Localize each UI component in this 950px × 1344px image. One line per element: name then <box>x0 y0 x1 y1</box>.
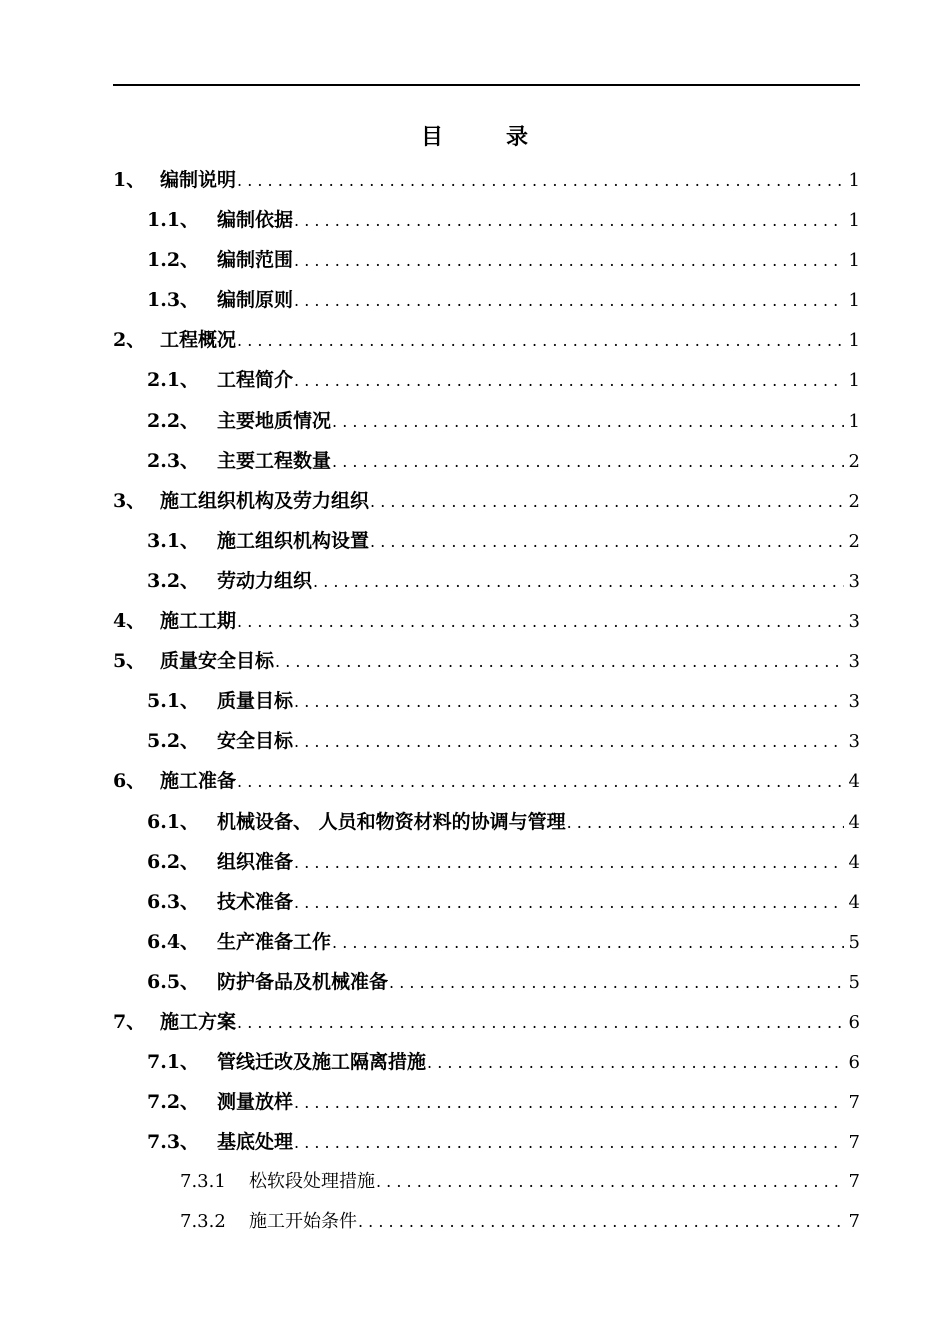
toc-entry[interactable] <box>113 1202 860 1242</box>
toc-entry-title: 施工方案 <box>160 1010 237 1033</box>
toc-entry-page: 6 <box>848 1052 860 1074</box>
header-rule <box>113 84 860 86</box>
toc-entry-page: 1 <box>848 290 860 312</box>
dot-leader <box>567 803 844 843</box>
toc-entry-title: 质量目标 <box>217 690 294 713</box>
toc-entry-number: 2.2、 <box>147 409 200 432</box>
toc-entry-title: 机械设备、 人员和物资材料的协调与管理 <box>217 810 566 833</box>
toc-entry-number: 5.2、 <box>147 730 200 753</box>
toc-entry[interactable] <box>113 240 860 280</box>
toc-entry[interactable] <box>113 200 860 240</box>
dot-leader <box>237 602 844 642</box>
dot-leader <box>332 442 844 482</box>
toc-entry-title: 防护备品及机械准备 <box>217 970 389 993</box>
dot-leader <box>358 1202 844 1242</box>
toc-entry-title: 施工工期 <box>160 610 237 633</box>
toc-entry-page: 7 <box>848 1211 860 1233</box>
dot-leader <box>294 361 844 401</box>
toc-entry-number: 2.3、 <box>147 449 200 472</box>
toc-entry-number: 2、 <box>113 329 146 352</box>
toc-entry[interactable] <box>113 882 860 922</box>
dot-leader <box>237 1003 844 1043</box>
toc-entry-page: 5 <box>848 971 860 993</box>
toc-entry[interactable] <box>113 1042 860 1082</box>
toc-entry-title: 松软段处理措施 <box>249 1171 375 1193</box>
toc-entry-page: 7 <box>848 1132 860 1154</box>
table-of-contents <box>113 160 860 1243</box>
toc-entry-page: 4 <box>848 891 860 913</box>
toc-entry-number: 3.1、 <box>147 529 200 552</box>
toc-entry[interactable] <box>113 521 860 561</box>
toc-entry-page: 3 <box>848 731 860 753</box>
toc-entry-number: 6.1、 <box>147 810 200 833</box>
dot-leader <box>294 281 844 321</box>
toc-entry[interactable] <box>113 280 860 320</box>
toc-entry-title: 主要地质情况 <box>217 409 332 432</box>
toc-entry-page: 1 <box>848 330 860 352</box>
dot-leader <box>294 883 844 923</box>
toc-entry-number: 7.3.1 <box>180 1171 226 1193</box>
toc-entry-page: 1 <box>848 370 860 392</box>
toc-entry[interactable] <box>113 681 860 721</box>
toc-entry[interactable] <box>113 1162 860 1202</box>
toc-entry[interactable] <box>113 721 860 761</box>
toc-entry-number: 7.3.2 <box>180 1211 226 1233</box>
toc-entry-page: 3 <box>848 691 860 713</box>
toc-entry-title: 施工组织机构设置 <box>217 529 370 552</box>
toc-entry[interactable] <box>113 842 860 882</box>
dot-leader <box>237 161 844 201</box>
toc-entry-title: 生产准备工作 <box>217 930 332 953</box>
dot-leader <box>294 722 844 762</box>
toc-entry-page: 7 <box>848 1171 860 1193</box>
toc-entry-number: 7.3、 <box>147 1131 200 1154</box>
toc-entry-number: 3、 <box>113 489 146 512</box>
dot-leader <box>370 482 844 522</box>
toc-entry[interactable] <box>113 160 860 200</box>
toc-entry-page: 1 <box>848 410 860 432</box>
toc-entry-page: 4 <box>848 771 860 793</box>
toc-entry-number: 5、 <box>113 650 146 673</box>
dot-leader <box>313 562 844 602</box>
toc-entry-number: 1.3、 <box>147 289 200 312</box>
toc-entry-page: 1 <box>848 170 860 191</box>
toc-entry-number: 7.2、 <box>147 1091 200 1114</box>
toc-entry[interactable] <box>113 561 860 601</box>
toc-entry-title: 编制说明 <box>160 169 237 191</box>
toc-entry-number: 5.1、 <box>147 690 200 713</box>
toc-entry-page: 6 <box>848 1011 860 1033</box>
toc-entry-page: 3 <box>848 570 860 592</box>
toc-entry[interactable] <box>113 802 860 842</box>
toc-title <box>0 120 950 151</box>
dot-leader <box>294 1083 844 1123</box>
toc-entry-page: 4 <box>848 851 860 873</box>
dot-leader <box>294 201 844 241</box>
toc-entry-title: 测量放样 <box>217 1091 294 1114</box>
toc-entry-title: 质量安全目标 <box>160 650 275 673</box>
toc-entry-number: 1、 <box>113 169 146 191</box>
toc-entry-title: 编制原则 <box>217 289 294 312</box>
toc-entry-page: 1 <box>848 210 860 232</box>
dot-leader <box>294 843 844 883</box>
toc-entry-title: 技术准备 <box>217 890 294 913</box>
dot-leader <box>294 1123 844 1163</box>
toc-entry-title: 工程概况 <box>160 329 237 352</box>
toc-entry[interactable] <box>113 401 860 441</box>
toc-entry-title: 管线迁改及施工隔离措施 <box>217 1051 427 1074</box>
dot-leader <box>237 321 844 361</box>
toc-entry-number: 7.1、 <box>147 1051 200 1074</box>
toc-entry-number: 6、 <box>113 770 146 793</box>
dot-leader <box>376 1162 844 1202</box>
dot-leader <box>275 642 844 682</box>
toc-entry-number: 3.2、 <box>147 569 200 592</box>
toc-entry-page: 2 <box>848 450 860 472</box>
toc-entry-title: 主要工程数量 <box>217 449 332 472</box>
toc-entry-page: 1 <box>848 250 860 272</box>
toc-entry[interactable] <box>113 761 860 801</box>
dot-leader <box>332 923 844 963</box>
toc-entry[interactable] <box>113 1122 860 1162</box>
toc-entry[interactable] <box>113 922 860 962</box>
toc-entry[interactable] <box>113 962 860 1002</box>
toc-entry-number: 4、 <box>113 610 146 633</box>
toc-entry-title: 编制范围 <box>217 249 294 272</box>
toc-entry-title: 施工准备 <box>160 770 237 793</box>
toc-entry-number: 6.4、 <box>147 930 200 953</box>
toc-entry-title: 编制依据 <box>217 209 294 232</box>
toc-entry-number: 6.5、 <box>147 970 200 993</box>
toc-entry[interactable] <box>113 601 860 641</box>
toc-entry[interactable] <box>113 1002 860 1042</box>
toc-entry[interactable] <box>113 441 860 481</box>
dot-leader <box>332 402 844 442</box>
toc-entry-number: 6.2、 <box>147 850 200 873</box>
toc-entry-title: 组织准备 <box>217 850 294 873</box>
toc-entry[interactable] <box>113 481 860 521</box>
toc-entry-title: 工程简介 <box>217 369 294 392</box>
toc-entry-number: 2.1、 <box>147 369 200 392</box>
dot-leader <box>237 762 844 802</box>
toc-entry-page: 5 <box>848 931 860 953</box>
toc-entry[interactable] <box>113 320 860 360</box>
toc-entry-title: 劳动力组织 <box>217 569 313 592</box>
toc-entry-page: 2 <box>848 490 860 512</box>
toc-entry-page: 4 <box>848 811 860 833</box>
toc-entry-page: 3 <box>848 611 860 633</box>
toc-entry-number: 1.2、 <box>147 249 200 272</box>
toc-title-char-2: 录 <box>506 124 530 150</box>
toc-entry-page: 7 <box>848 1092 860 1114</box>
toc-entry-title: 基底处理 <box>217 1131 294 1154</box>
toc-entry-number: 1.1、 <box>147 209 200 232</box>
dot-leader <box>427 1043 844 1083</box>
toc-entry-title: 施工开始条件 <box>249 1211 357 1233</box>
toc-entry-page: 3 <box>848 651 860 673</box>
toc-entry-number: 6.3、 <box>147 890 200 913</box>
toc-entry-title: 安全目标 <box>217 730 294 753</box>
toc-entry[interactable] <box>113 360 860 400</box>
toc-title-char-1: 目 <box>420 124 444 150</box>
dot-leader <box>294 241 844 281</box>
toc-entry-number: 7、 <box>113 1010 146 1033</box>
toc-entry-title: 施工组织机构及劳力组织 <box>160 489 370 512</box>
toc-entry[interactable] <box>113 641 860 681</box>
toc-entry-page: 2 <box>848 530 860 552</box>
dot-leader <box>294 682 844 722</box>
toc-entry[interactable] <box>113 1082 860 1122</box>
dot-leader <box>389 963 844 1003</box>
dot-leader <box>370 522 844 562</box>
